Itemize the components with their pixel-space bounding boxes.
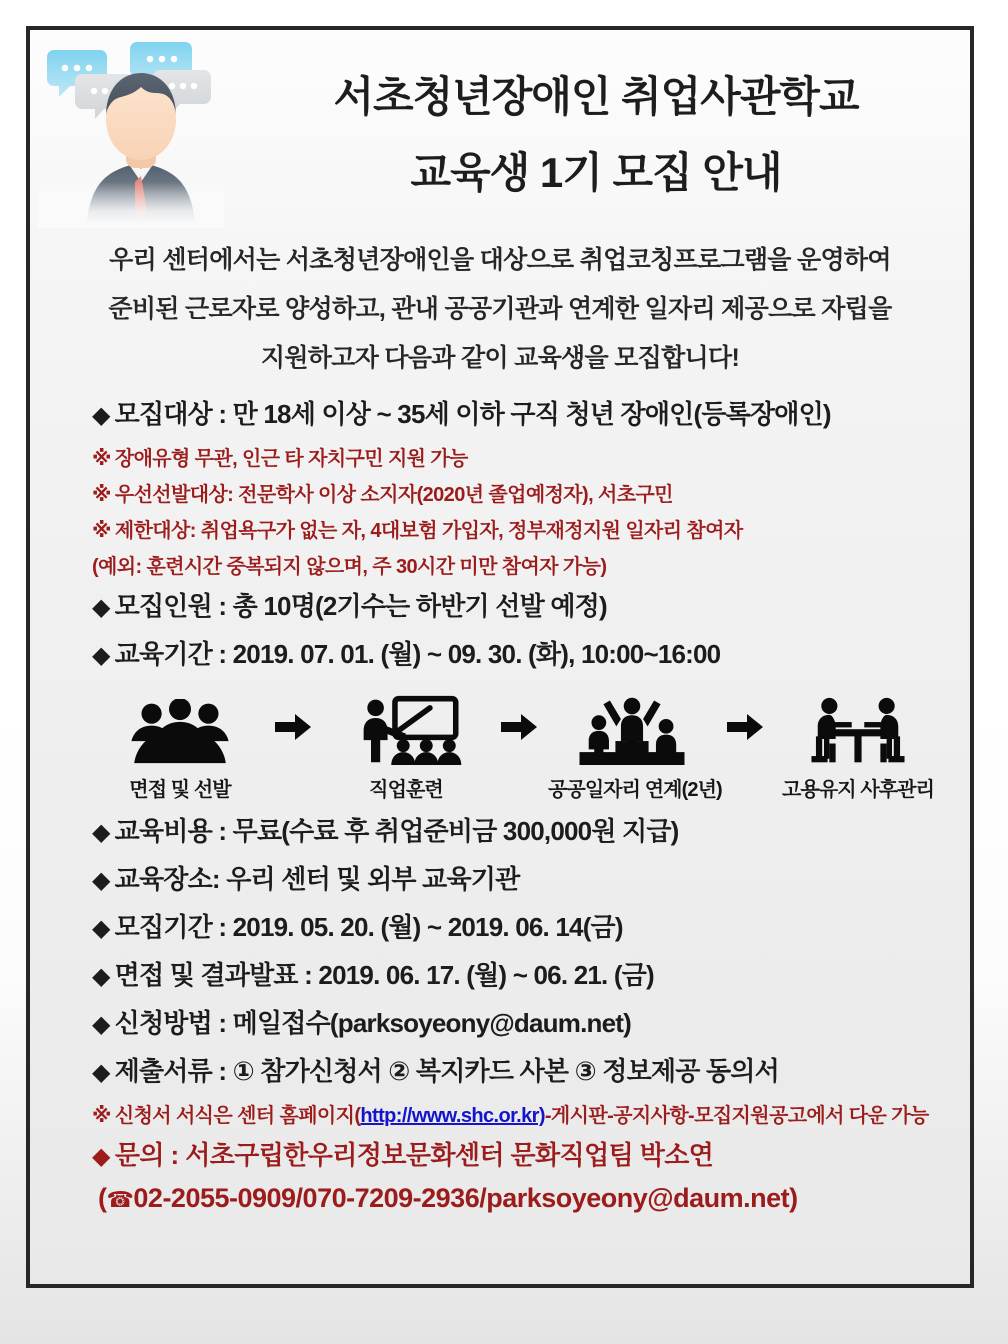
note-priority [92,485,946,505]
intro-line-3: 지원하고자 다음과 같이 교육생을 모집합니다! [260,344,740,372]
contact-line [92,1142,946,1169]
group-people-icon [96,689,264,765]
close-paren: ) [789,1183,798,1213]
item-how-to-apply-text: 신청방법 : 메일접수(parksoyeony@daum.net) [114,1008,631,1038]
diamond-bullet-icon: ◆ [92,1143,110,1170]
item-how-to-apply [92,1010,946,1037]
item-cost [92,818,946,845]
arrow-right-icon [264,689,322,765]
title-line-1: 서초청년장애인 취업사관학교 [333,73,859,120]
form-note-prefix: 신청서 서식은 센터 홈페이지( [114,1105,361,1127]
businessman-speech-bubbles-illustration [38,32,224,228]
item-headcount [92,593,946,620]
arrow-right-icon [490,689,548,765]
reference-mark-icon: ※ [92,520,111,542]
reference-mark-icon: ※ [92,1105,111,1127]
process-flow-diagram [92,689,946,802]
contact-details [92,1185,946,1212]
intro-line-1: 우리 센터에서는 서초청년장애인을 대상으로 취업코칭프로그램을 운영하여 [109,246,891,274]
poster-title [226,73,966,196]
item-documents-text: 제출서류 : ① 참가신청서 ② 복지카드 사본 ③ 정보제공 동의서 [114,1056,779,1086]
item-target-text: 모집대상 : 만 18세 이상 ~ 35세 이하 구직 청년 장애인(등록장애인) [114,399,831,429]
diamond-bullet-icon: ◆ [92,867,110,894]
podium-winners-icon [548,689,716,765]
flow-step-training [322,689,490,802]
flow-label-interview: 면접 및 선발 [129,779,231,801]
note-form-download [92,1106,946,1126]
diamond-bullet-icon: ◆ [92,819,110,846]
note-priority-text: 우선선발대상: 전문학사 이상 소지자(2020년 졸업예정자), 서초구민 [114,484,673,506]
item-documents [92,1058,946,1085]
note-disability-type [92,449,946,469]
flow-step-interview [96,689,264,802]
poster-header [30,30,970,226]
item-apply-period-text: 모집기간 : 2019. 05. 20. (월) ~ 2019. 06. 14(금) [114,912,623,942]
diamond-bullet-icon: ◆ [92,1059,110,1086]
flow-label-public-job: 공공일자리 연계(2년) [548,779,722,801]
form-note-suffix: -게시판-공지사항-모집지원공고에서 다운 가능 [544,1105,929,1127]
item-interview [92,962,946,989]
center-homepage-link[interactable]: http://www.shc.or.kr) [360,1105,545,1127]
open-paren: ( [98,1183,107,1213]
item-period-text: 교육기간 : 2019. 07. 01. (월) ~ 09. 30. (화), 10:00~16:00 [114,639,721,669]
intro-paragraph [64,248,936,371]
flow-step-retention [774,689,942,802]
poster-frame [26,26,974,1288]
intro-line-2: 준비된 근로자로 양성하고, 관내 공공기관과 연계한 일자리 제공으로 자립을 [108,295,892,323]
meeting-desk-icon [774,689,942,765]
contact-details-text: 02-2055-0909/070-7209-2936/parksoyeony@daum.net [133,1183,790,1213]
item-cost-text: 교육비용 : 무료(수료 후 취업준비금 300,000원 지급) [114,816,679,846]
note-exception-text: (예외: 훈련시간 중복되지 않으며, 주 30시간 미만 참여자 가능) [92,556,607,578]
diamond-bullet-icon: ◆ [92,594,110,621]
title-line-2: 교육생 1기 모집 안내 [410,149,782,196]
note-restriction-text: 제한대상: 취업욕구가 없는 자, 4대보험 가입자, 정부재정지원 일자리 참여자 [114,520,743,542]
reference-mark-icon: ※ [92,448,111,470]
item-target [92,401,946,428]
diamond-bullet-icon: ◆ [92,402,110,429]
item-period [92,641,946,668]
note-disability-type-text: 장애유형 무관, 인근 타 자치구민 지원 가능 [114,448,468,470]
item-apply-period [92,914,946,941]
telephone-icon: ☎ [106,1187,134,1212]
flow-step-public-job [548,689,722,802]
item-place-text: 교육장소: 우리 센터 및 외부 교육기관 [114,864,520,894]
diamond-bullet-icon: ◆ [92,1011,110,1038]
flow-label-training: 직업훈련 [369,779,443,801]
diamond-bullet-icon: ◆ [92,642,110,669]
item-place [92,866,946,893]
contact-line-text: 문의 : 서초구립한우리정보문화센터 문화직업팀 박소연 [114,1140,714,1170]
note-restriction [92,521,946,541]
flow-label-retention: 고용유지 사후관리 [781,779,935,801]
arrow-right-icon [716,689,774,765]
note-exception [92,557,946,577]
diamond-bullet-icon: ◆ [92,963,110,990]
item-headcount-text: 모집인원 : 총 10명(2기수는 하반기 선발 예정) [114,591,607,621]
item-interview-text: 면접 및 결과발표 : 2019. 06. 17. (월) ~ 06. 21. (금) [114,960,654,990]
reference-mark-icon: ※ [92,484,111,506]
details-list [30,401,970,1212]
teacher-whiteboard-icon [322,689,490,765]
diamond-bullet-icon: ◆ [92,915,110,942]
